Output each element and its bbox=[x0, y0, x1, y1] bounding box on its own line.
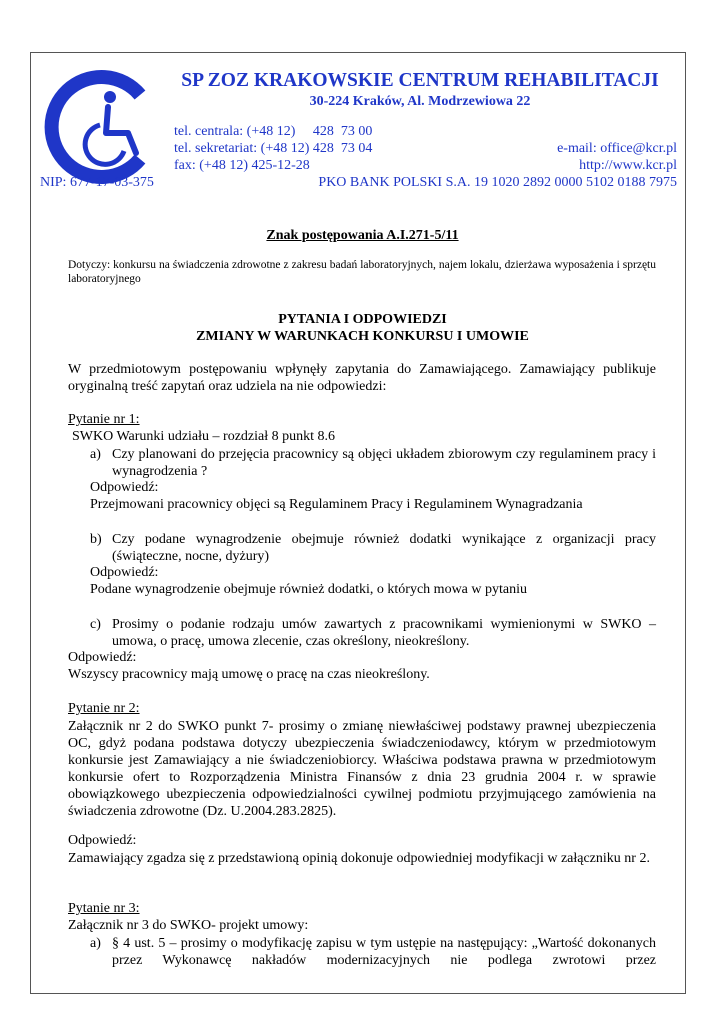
q1-item-c bbox=[90, 616, 656, 650]
q3-item-a-text: § 4 ust. 5 – prosimy o modyfikację zapisu w tym ustępie na następujący: „Wartość dokonanych przez Wykonawcę nakładów modernizacyjnych nie podlega zwrotowi przez bbox=[112, 936, 656, 968]
q1-b-answer-label: Odpowiedź: bbox=[90, 565, 159, 580]
q1-item-c-text: Prosimy o podanie rodzaju umów zawartych z pracownikami wymienionymi w SWKO – umowa, o pracę, umowa zlecenie, czas określony, nieokreślony. bbox=[112, 617, 656, 649]
q3-item-a bbox=[90, 935, 656, 969]
q1-item-a-text: Czy planowani do przejęcia pracownicy są objęci układem zbiorowym czy regulaminem pracy i wynagrodzenia ? bbox=[112, 447, 656, 479]
subject: Dotyczy: konkursu na świadczenia zdrowotne z zakresu badań laboratoryjnych, najem lokalu, dzierżawa wyposażenia i sprzętu laboratoryjnego bbox=[68, 259, 656, 285]
q1-item-a bbox=[90, 446, 656, 480]
q2-text: Załącznik nr 2 do SWKO punkt 7- prosimy o zmianę niewłaściwej podstawy prawnej ubezpieczenia OC, gdyż podana podstawa dotyczy ubezpieczenia świadczeniodawcy, którym w przedmiotowym konkursie jest Zamawiający a nie świadczeniobiorcy. Właściwa podstawa prawna w przedmiotowym konkursie ofert to Rozporządzenia Ministra Finansów z dnia 23 grudnia 2004 r. w sprawie obowiązkowego ubezpieczenia odpowiedzialności cywilnej podmiotu przyjmującego zamówienia na świadczenia zdrowotne (Dz. U.2004.283.2825). bbox=[68, 719, 656, 819]
case-number: Znak postępowania A.I.271-5/11 bbox=[266, 228, 459, 243]
q1-item-b bbox=[90, 531, 656, 565]
q1-item-c-label: c) bbox=[90, 617, 101, 632]
title-line-2: ZMIANY W WARUNKACH KONKURSU I UMOWIE bbox=[196, 329, 529, 344]
email-link[interactable]: e-mail: office@kcr.pl bbox=[557, 141, 677, 156]
q3-item-a-label: a) bbox=[90, 936, 101, 951]
nip-number: NIP: 677-17-03-375 bbox=[40, 175, 154, 190]
fax-number: fax: (+48 12) 425-12-28 bbox=[174, 158, 310, 173]
wheelchair-icon bbox=[40, 67, 160, 187]
q1-b-answer: Podane wynagrodzenie obejmuje również dodatki, o których mowa w pytaniu bbox=[90, 582, 527, 597]
phone-secretariat: tel. sekretariat: (+48 12) 428 73 04 bbox=[174, 141, 373, 156]
q1-reference: SWKO Warunki udziału – rozdział 8 punkt 8.6 bbox=[72, 429, 336, 444]
intro-paragraph: W przedmiotowym postępowaniu wpłynęły zapytania do Zamawiającego. Zamawiający publikuje oryginalną treść zapytań oraz udziela na nie odpowiedzi: bbox=[68, 362, 656, 394]
q1-c-answer: Wszyscy pracownicy mają umowę o pracę na czas nieokreślony. bbox=[68, 667, 430, 682]
q1-item-a-label: a) bbox=[90, 447, 101, 462]
bank-account: PKO BANK POLSKI S.A. 19 1020 2892 0000 5102 0188 7975 bbox=[318, 175, 677, 190]
q1-item-b-label: b) bbox=[90, 532, 102, 547]
q3-reference: Załącznik nr 3 do SWKO- projekt umowy: bbox=[68, 918, 309, 933]
phone-central: tel. centrala: (+48 12) 428 73 00 bbox=[174, 124, 373, 139]
q1-c-answer-label: Odpowiedź: bbox=[68, 650, 137, 665]
organization-address: 30-224 Kraków, Al. Modrzewiowa 22 bbox=[309, 94, 531, 109]
q3-heading: Pytanie nr 3: bbox=[68, 901, 140, 916]
q1-a-answer-label: Odpowiedź: bbox=[90, 480, 159, 495]
title-line-1: PYTANIA I ODPOWIEDZI bbox=[278, 312, 447, 327]
q1-heading: Pytanie nr 1: bbox=[68, 412, 140, 427]
q2-answer-label: Odpowiedź: bbox=[68, 833, 137, 848]
q1-item-b-text: Czy podane wynagrodzenie obejmuje również dodatki wynikające z organizacji pracy (świąteczne, nocne, dyżury) bbox=[112, 532, 656, 564]
organization-name: SP ZOZ KRAKOWSKIE CENTRUM REHABILITACJI bbox=[181, 70, 659, 91]
q2-heading: Pytanie nr 2: bbox=[68, 701, 140, 716]
q2-answer: Zamawiający zgadza się z przedstawioną opinią dokonuje odpowiedniej modyfikacji w załączniku nr 2. bbox=[68, 851, 650, 866]
website-link[interactable]: http://www.kcr.pl bbox=[579, 158, 677, 173]
q1-a-answer: Przejmowani pracownicy objęci są Regulaminem Pracy i Regulaminem Wynagradzania bbox=[90, 497, 583, 512]
